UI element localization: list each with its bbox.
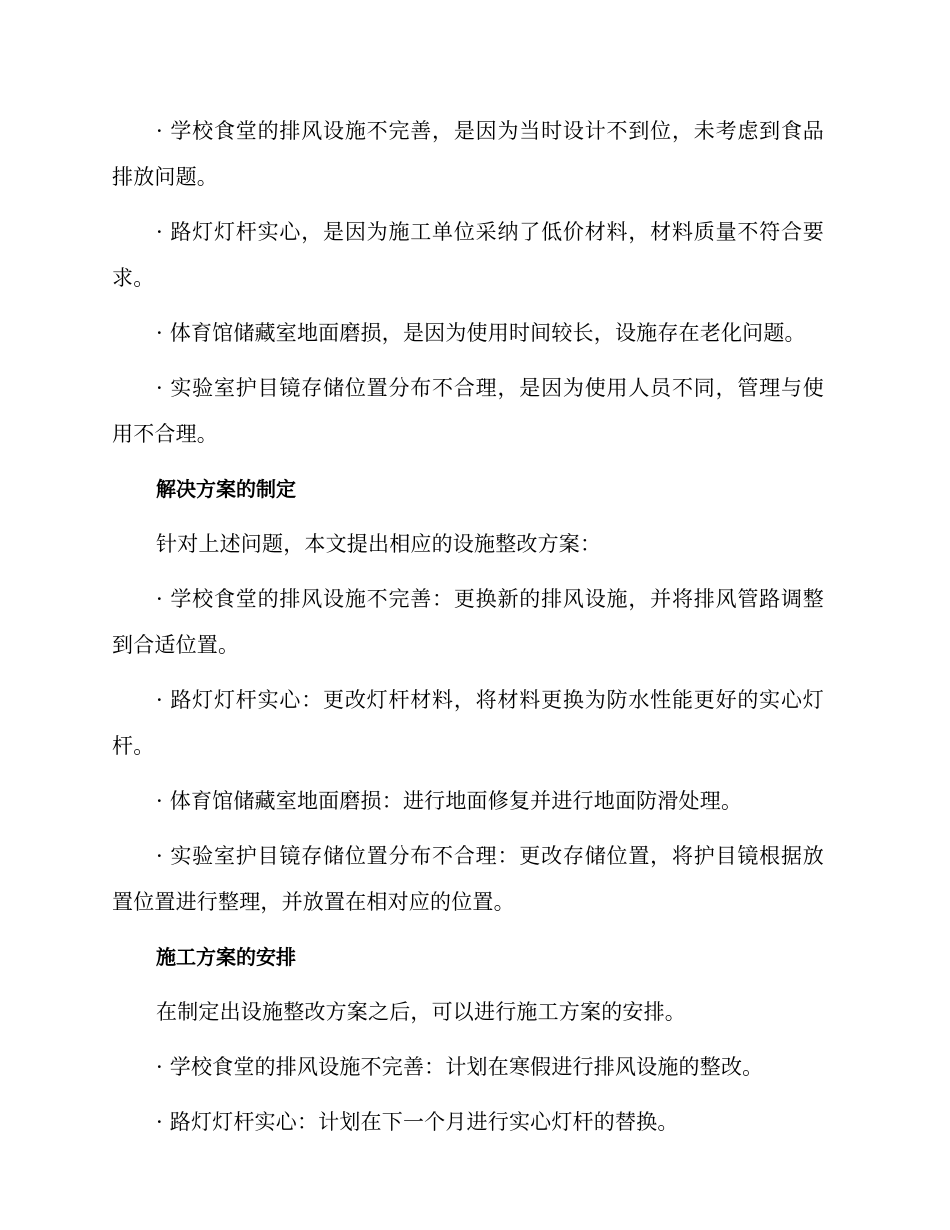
bullet-paragraph-cafeteria-solution: · 学校食堂的排风设施不完善：更换新的排风设施，并将排风管路调整到合适位置。 — [112, 587, 824, 657]
section-heading-construction: 施工方案的安排 — [156, 945, 296, 969]
bullet-paragraph-streetlight-schedule: · 路灯灯杆实心：计划在下一个月进行实心灯杆的替换。 — [156, 1110, 679, 1134]
bullet-paragraph-streetlight-solution: · 路灯灯杆实心：更改灯杆材料，将材料更换为防水性能更好的实心灯杆。 — [112, 688, 824, 758]
bullet-paragraph-gym-solution: · 体育馆储藏室地面磨损：进行地面修复并进行地面防滑处理。 — [156, 789, 743, 813]
bullet-paragraph-lab-cause: · 实验室护目镜存储位置分布不合理，是因为使用人员不同，管理与使用不合理。 — [112, 376, 824, 446]
intro-paragraph-construction: 在制定出设施整改方案之后，可以进行施工方案的安排。 — [156, 1000, 686, 1024]
bullet-paragraph-cafeteria-cause: · 学校食堂的排风设施不完善，是因为当时设计不到位，未考虑到食品排放问题。 — [112, 119, 824, 189]
bullet-paragraph-gym-cause: · 体育馆储藏室地面磨损，是因为使用时间较长，设施存在老化问题。 — [156, 321, 806, 345]
section-heading-solutions: 解决方案的制定 — [156, 477, 296, 501]
bullet-paragraph-cafeteria-schedule: · 学校食堂的排风设施不完善：计划在寒假进行排风设施的整改。 — [156, 1055, 764, 1079]
intro-paragraph-solutions: 针对上述问题，本文提出相应的设施整改方案： — [156, 532, 602, 556]
bullet-paragraph-streetlight-cause: · 路灯灯杆实心，是因为施工单位采纳了低价材料，材料质量不符合要求。 — [112, 220, 824, 290]
document-page — [112, 108, 824, 1154]
bullet-paragraph-lab-solution: · 实验室护目镜存储位置分布不合理：更改存储位置，将护目镜根据放置位置进行整理，并放置在相对应的位置。 — [112, 844, 824, 914]
